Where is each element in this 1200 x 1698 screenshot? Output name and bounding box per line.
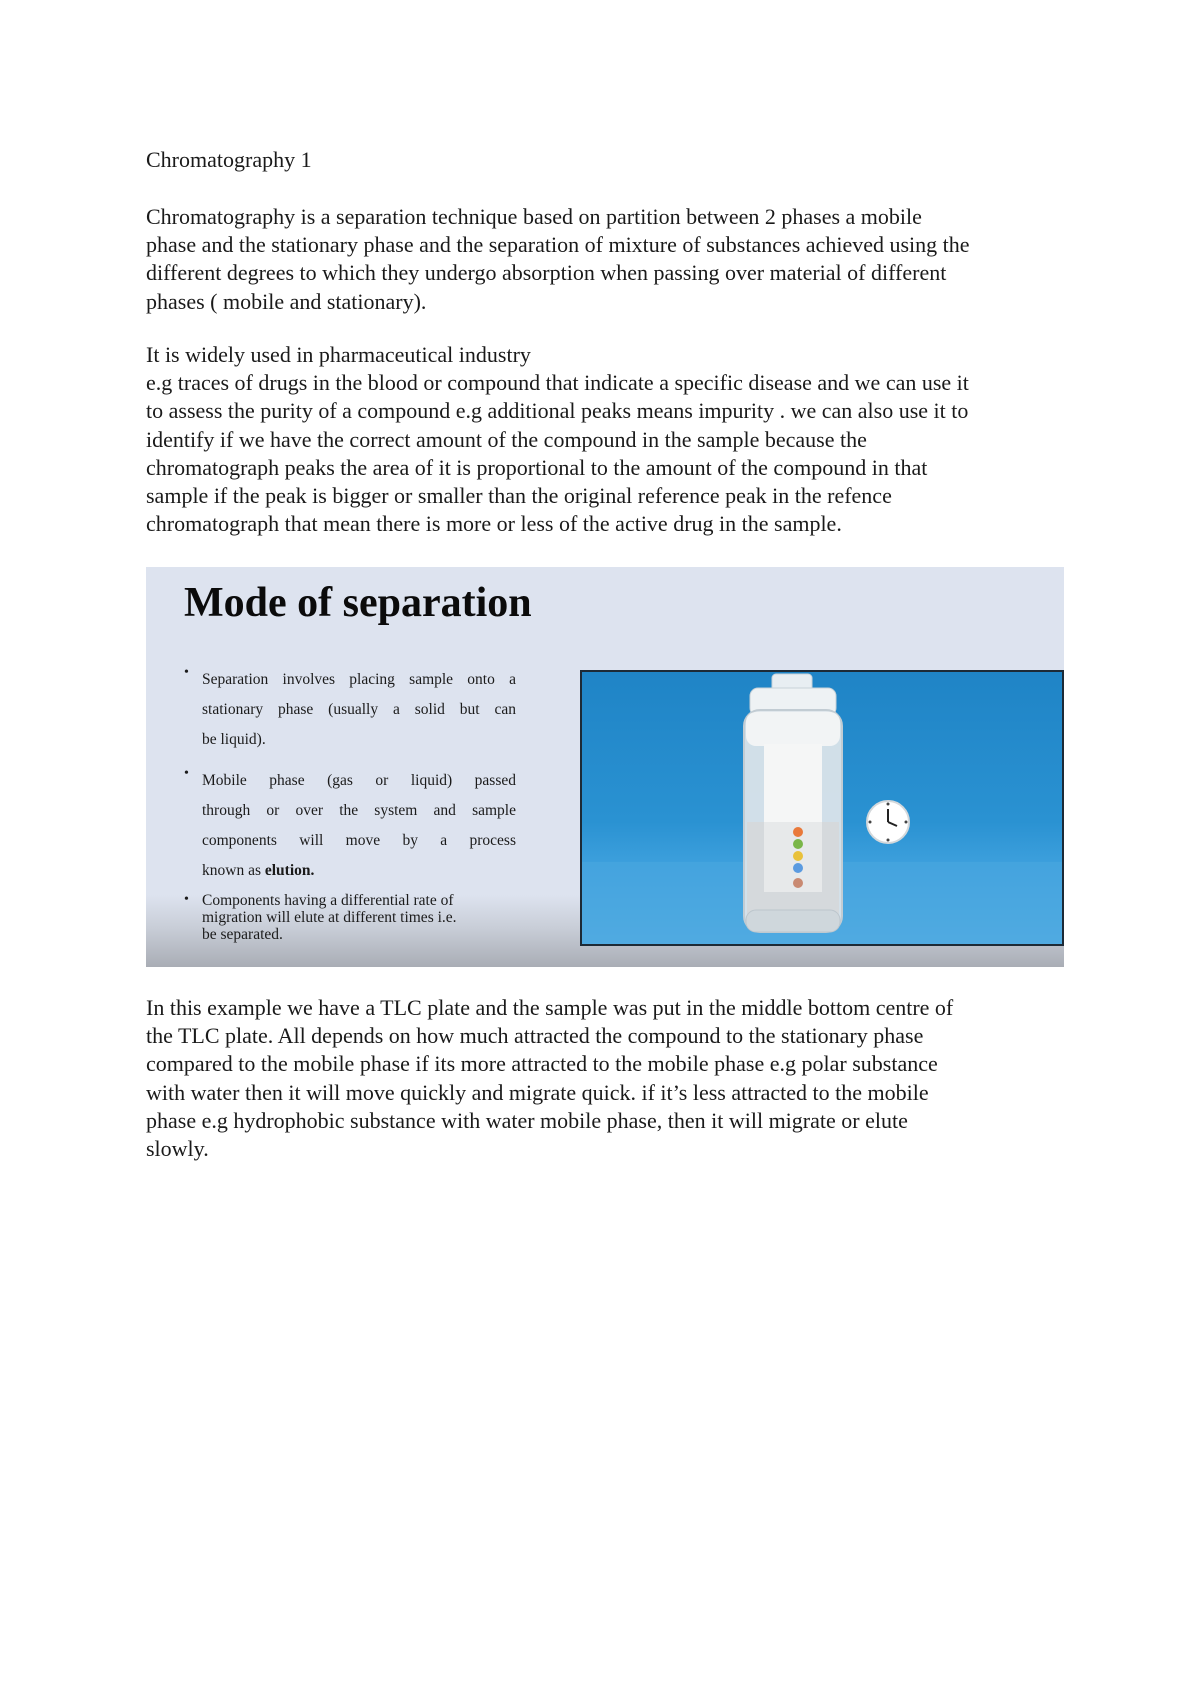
elution-term: elution.: [264, 862, 315, 879]
clock-icon: [867, 801, 909, 843]
paragraph-pharma-use: [146, 341, 1066, 538]
text-line: It is widely used in pharmaceutical industry: [146, 342, 531, 367]
tlc-jar-photo: [580, 670, 1064, 946]
text-line: phases ( mobile and stationary).: [146, 288, 427, 314]
document-title: Chromatography 1: [146, 147, 312, 172]
bullet-line: be separated.: [202, 926, 283, 943]
bullet-line: [202, 856, 516, 886]
bullet-line: • Mobile phase (gas or liquid) passed: [202, 772, 516, 789]
slide-figure: [146, 567, 1064, 967]
sample-spot: [793, 839, 803, 849]
bullet-line: • Components having a differential rate of: [202, 892, 454, 909]
jar-neck: [746, 712, 840, 746]
sample-spot: [793, 851, 803, 861]
slide-title: Mode of separation: [184, 580, 532, 626]
sample-spot: [793, 863, 803, 873]
text-line: to assess the purity of a compound e.g additional peaks means impurity . we can also use it to: [146, 398, 969, 424]
paragraph-tlc-example: [146, 994, 1066, 1163]
bullet-line: • Separation involves placing sample onto a: [202, 671, 516, 688]
bullet-line: migration will elute at different times i.e.: [202, 909, 457, 926]
slide-bullet: [184, 892, 516, 943]
text-line: chromatograph peaks the area of it is proportional to the amount of the compound in that: [146, 454, 928, 480]
text-line: identify if we have the correct amount of the compound in the sample because the: [146, 426, 867, 452]
text-line: sample if the peak is bigger or smaller than the original reference peak in the refence: [146, 483, 892, 509]
text-line: phase e.g hydrophobic substance with water mobile phase, then it will migrate or elute: [146, 1107, 908, 1133]
text-line: In this example we have a TLC plate and the sample was put in the middle bottom centre of: [146, 995, 954, 1020]
text-line: phase and the stationary phase and the separation of mixture of substances achieved using the: [146, 232, 970, 258]
sample-spot: [793, 878, 803, 888]
slide-bullet: [184, 665, 516, 755]
slide-bullet: [184, 766, 516, 886]
text-line: Chromatography is a separation technique based on partition between 2 phases a mobile: [146, 204, 922, 229]
text-line: e.g traces of drugs in the blood or compound that indicate a specific disease and we can use it: [146, 370, 969, 396]
text-line: the TLC plate. All depends on how much attracted the compound to the stationary phase: [146, 1023, 924, 1049]
bullet-line: be liquid).: [202, 731, 266, 748]
text-line: compared to the mobile phase if its more attracted to the mobile phase e.g polar substance: [146, 1051, 938, 1077]
text-line: different degrees to which they undergo absorption when passing over material of different: [146, 260, 947, 286]
slide-bullet-list: [184, 665, 516, 943]
text-line: slowly.: [146, 1136, 209, 1162]
tlc-plate: [764, 744, 822, 822]
text-line: with water then it will move quickly and migrate quick. if it’s less attracted to the mobile: [146, 1079, 929, 1105]
paragraph-definition: [146, 203, 1066, 316]
bullet-line-prefix: known as: [202, 862, 265, 879]
bullet-line: components will move by a process: [202, 832, 516, 849]
sample-spot: [793, 827, 803, 837]
tlc-jar-illustration: [582, 672, 1062, 944]
bullet-line: stationary phase (usually a solid but can: [202, 701, 516, 718]
bullet-line: through or over the system and sample: [202, 802, 516, 819]
text-line: chromatograph that mean there is more or less of the active drug in the sample.: [146, 511, 842, 537]
tlc-plate-lower: [764, 822, 822, 892]
jar-base: [746, 910, 840, 932]
